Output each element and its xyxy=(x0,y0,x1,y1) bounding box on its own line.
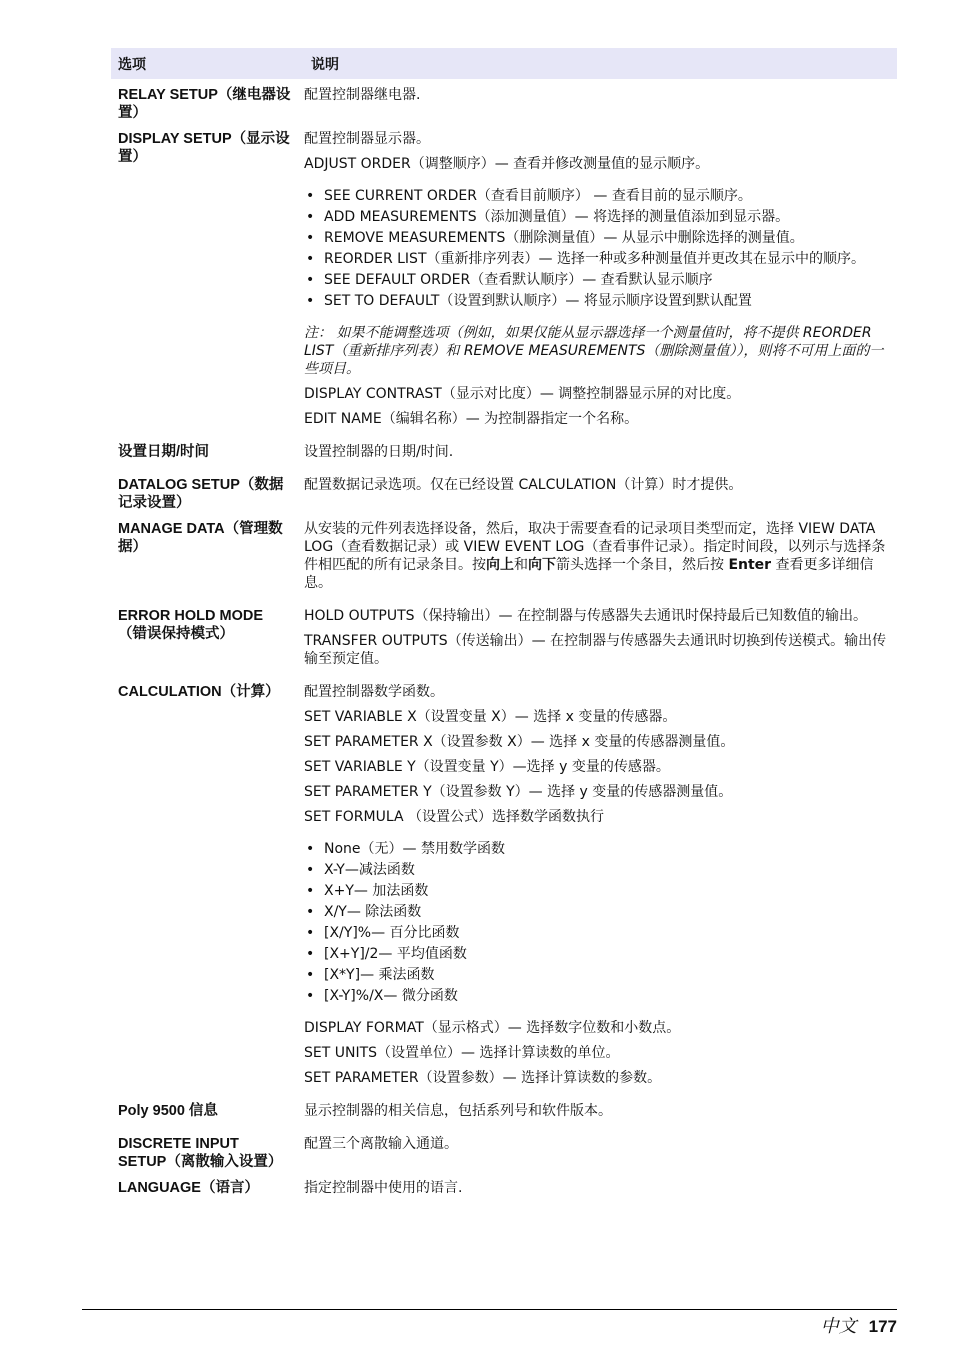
list-item: • None（无）— 禁用数学函数 xyxy=(304,840,890,858)
description-cell xyxy=(304,1179,890,1204)
description-text: ADJUST ORDER（调整顺序）— 查看并修改测量值的显示顺序。 xyxy=(304,156,710,172)
up-key-label: 向上 xyxy=(486,557,514,573)
description-cell xyxy=(304,1135,890,1171)
down-key-label: 向下 xyxy=(528,557,556,573)
table-row xyxy=(111,1095,897,1128)
option-cell: DATALOG SETUP（数据记录设置） xyxy=(118,477,284,511)
description-text: SET UNITS（设置单位）— 选择计算读数的单位。 xyxy=(304,1045,620,1061)
description-cell xyxy=(304,86,890,122)
description-text: 配置控制器显示器。 xyxy=(304,131,430,147)
list-item: • REMOVE MEASUREMENTS（删除测量值）— 从显示中删除选择的测量值。 xyxy=(304,229,890,247)
table-row xyxy=(111,436,897,469)
note-text: 注： 如果不能调整选项（例如，如果仅能从显示器选择一个测量值时，将不提供 REORDER LIST（重新排序列表）和 REMOVE MEASUREMENTS（删除测量值）），则将不可用上面的一些项目。 xyxy=(304,325,884,377)
option-cell: LANGUAGE（语言） xyxy=(118,1180,259,1196)
description-text: 指定控制器中使用的语言. xyxy=(304,1180,463,1196)
option-cell: DISPLAY SETUP（显示设置） xyxy=(118,131,290,165)
list-item: • [X*Y]— 乘法函数 xyxy=(304,966,890,984)
footer-divider xyxy=(82,1309,897,1310)
description-text: DISPLAY FORMAT（显示格式）— 选择数字位数和小数点。 xyxy=(304,1020,681,1036)
description-text: SET VARIABLE Y（设置变量 Y）—选择 y 变量的传感器。 xyxy=(304,759,670,775)
description-text: 设置控制器的日期/时间. xyxy=(304,444,454,460)
description-text: 配置控制器数学函数。 xyxy=(304,684,444,700)
table-row xyxy=(111,676,897,1095)
option-cell: Poly 9500 信息 xyxy=(118,1103,218,1119)
list-item: • [X-Y]%/X— 微分函数 xyxy=(304,987,890,1005)
list-item: • SET TO DEFAULT（设置到默认顺序）— 将显示顺序设置到默认配置 xyxy=(304,292,890,310)
description-text: SET PARAMETER（设置参数）— 选择计算读数的参数。 xyxy=(304,1070,662,1086)
bullet-list xyxy=(304,840,890,1005)
table-row xyxy=(111,469,897,513)
bullet-list xyxy=(304,187,890,310)
description-cell xyxy=(304,130,890,435)
description-cell xyxy=(304,607,890,675)
options-table xyxy=(111,48,897,1205)
description-text xyxy=(304,520,890,592)
description-text: HOLD OUTPUTS（保持输出）— 在控制器与传感器失去通讯时保持最后已知数值的输出。 xyxy=(304,608,867,624)
table-row xyxy=(111,1128,897,1172)
table-row xyxy=(111,513,897,600)
description-text: SET PARAMETER Y（设置参数 Y）— 选择 y 变量的传感器测量值。 xyxy=(304,784,733,800)
list-item: • [X/Y]%— 百分比函数 xyxy=(304,924,890,942)
option-cell: DISCRETE INPUT SETUP（离散输入设置） xyxy=(118,1136,283,1170)
table-row xyxy=(111,79,897,123)
option-cell: RELAY SETUP（继电器设置） xyxy=(118,87,291,121)
option-cell: CALCULATION（计算） xyxy=(118,684,280,700)
description-text: SET PARAMETER X（设置参数 X）— 选择 x 变量的传感器测量值。 xyxy=(304,734,735,750)
table-row xyxy=(111,1172,897,1205)
description-cell xyxy=(304,1102,890,1127)
list-item: • X+Y— 加法函数 xyxy=(304,882,890,900)
text-segment: 箭头选择一个条目，然后按 xyxy=(556,557,729,573)
table-row xyxy=(111,123,897,436)
table-header xyxy=(111,48,897,79)
list-item: • [X+Y]/2— 平均值函数 xyxy=(304,945,890,963)
description-cell xyxy=(304,520,890,599)
header-option: 选项 xyxy=(118,56,146,73)
description-text: EDIT NAME（编辑名称）— 为控制器指定一个名称。 xyxy=(304,411,639,427)
description-text: 显示控制器的相关信息，包括系列号和软件版本。 xyxy=(304,1103,612,1119)
footer-language: 中文 xyxy=(820,1316,857,1337)
description-text: DISPLAY CONTRAST（显示对比度）— 调整控制器显示屏的对比度。 xyxy=(304,386,741,402)
description-cell xyxy=(304,476,890,512)
description-text: 配置控制器继电器. xyxy=(304,87,421,103)
table-row xyxy=(111,600,897,676)
description-text: 配置数据记录选项。仅在已经设置 CALCULATION（计算）时才提供。 xyxy=(304,477,743,493)
option-cell: 设置日期/时间 xyxy=(118,444,210,460)
list-item: • ADD MEASUREMENTS（添加测量值）— 将选择的测量值添加到显示器。 xyxy=(304,208,890,226)
list-item: • X/Y— 除法函数 xyxy=(304,903,890,921)
option-cell: MANAGE DATA（管理数据） xyxy=(118,521,283,555)
page-number: 177 xyxy=(868,1317,897,1336)
option-cell: ERROR HOLD MODE（错误保持模式） xyxy=(118,608,263,642)
text-segment: 查看更多详细信息。 xyxy=(304,557,874,591)
description-cell xyxy=(304,683,890,1094)
description-text: SET FORMULA （设置公式）选择数学函数执行 xyxy=(304,809,605,825)
page-footer xyxy=(821,1312,897,1338)
description-text: TRANSFER OUTPUTS（传送输出）— 在控制器与传感器失去通讯时切换到传送模式。输出传输至预定值。 xyxy=(304,633,887,667)
header-description: 说明 xyxy=(311,56,339,73)
enter-key-label: Enter xyxy=(728,557,772,573)
description-cell xyxy=(304,443,890,468)
text-segment: 从安装的元件列表选择设备，然后，取决于需要查看的记录项目类型而定，选择 VIEW DATA LOG（查看数据记录）或 VIEW EVENT LOG（查看事件记录）。指定时间段，以列示与选择条件相匹配的所有记录条目。按 xyxy=(304,521,886,573)
description-text: 配置三个离散输入通道。 xyxy=(304,1136,458,1152)
description-text: SET VARIABLE X（设置变量 X）— 选择 x 变量的传感器。 xyxy=(304,709,677,725)
list-item: • SEE DEFAULT ORDER（查看默认顺序）— 查看默认显示顺序 xyxy=(304,271,890,289)
list-item: • X-Y—减法函数 xyxy=(304,861,890,879)
text-segment: 和 xyxy=(514,557,528,573)
list-item: • REORDER LIST（重新排序列表）— 选择一种或多种测量值并更改其在显示中的顺序。 xyxy=(304,250,890,268)
list-item: • SEE CURRENT ORDER（查看目前顺序） — 查看目前的显示顺序。 xyxy=(304,187,890,205)
